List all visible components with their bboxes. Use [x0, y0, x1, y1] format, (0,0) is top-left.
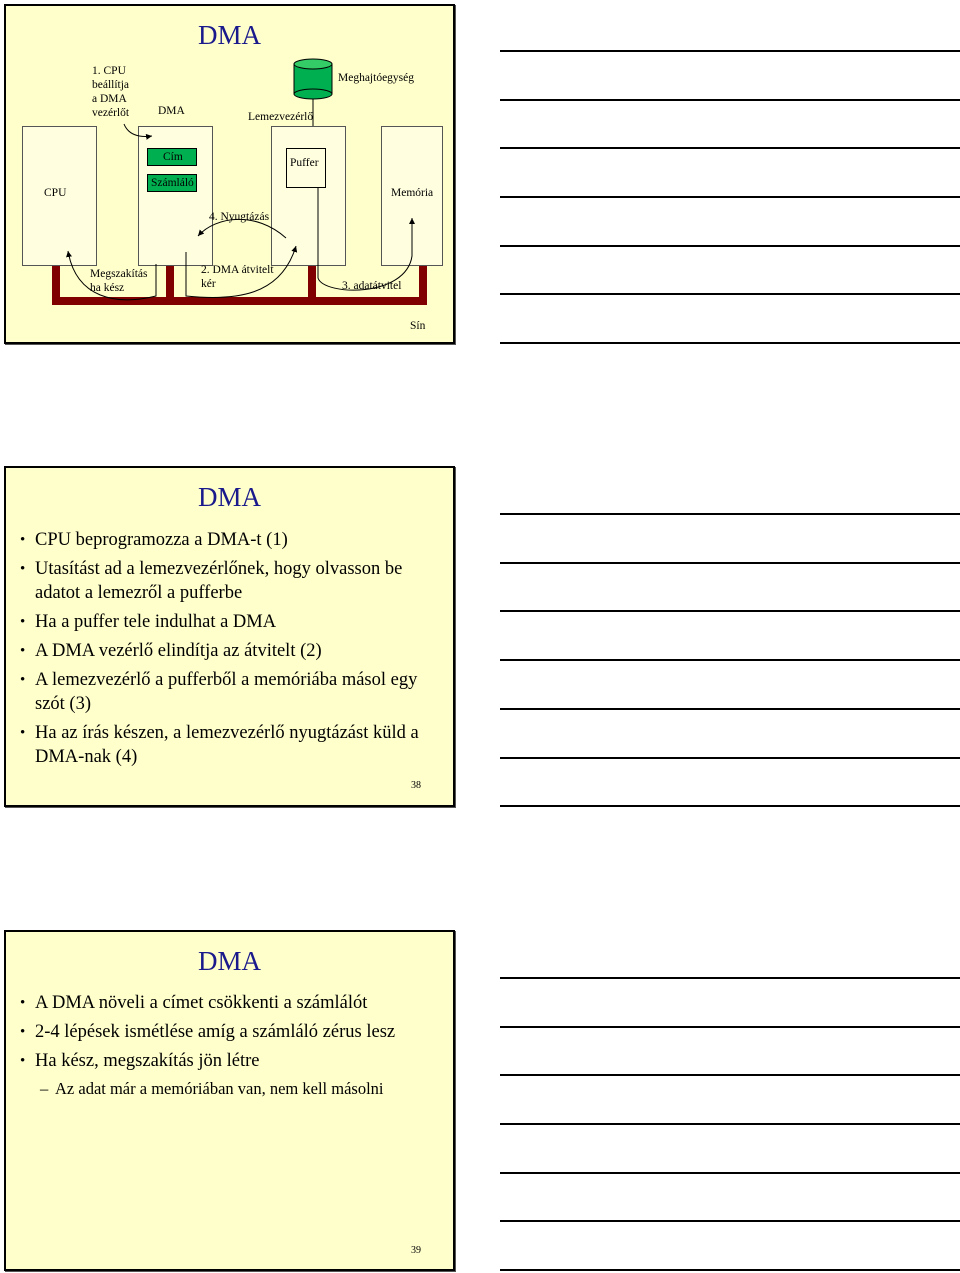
label-memoria: Memória [391, 187, 434, 199]
slide-title: DMA [197, 946, 261, 976]
label-cim: Cím [163, 151, 183, 163]
label-sin: Sín [410, 320, 426, 332]
slide-1 [4, 4, 455, 344]
label-step1: 1. CPU beállítja a DMA vezérlőt [92, 65, 130, 119]
label-lemezvezerlo: Lemezvezérlő [248, 111, 314, 123]
page-number: 39 [411, 1245, 421, 1256]
list-item: • Ha kész, megszakítás jön létre [20, 1049, 443, 1073]
list-item: • Ha az írás készen, a lemezvezérlő nyugtázást küld a DMA-nak (4) [20, 721, 443, 769]
page-number: 38 [411, 780, 421, 791]
list-item: • CPU beprogramozza a DMA-t (1) [20, 528, 443, 552]
slide-title: DMA [197, 20, 261, 50]
list-item: • Utasítást ad a lemezvezérlőnek, hogy olvasson be adatot a lemezről a pufferbe [20, 557, 443, 605]
label-atvitel: 2. DMA átvitelt kér [201, 264, 274, 290]
arrow-step1 [124, 124, 152, 137]
label-szamlalo: Számláló [151, 177, 194, 189]
list-item: • 2-4 lépések ismétlése amíg a számláló zérus lesz [20, 1020, 443, 1044]
bullet-list [20, 991, 443, 1078]
slide-title: DMA [197, 482, 261, 512]
label-dma: DMA [158, 105, 185, 117]
label-adatatvitel: 3. adatátvitel [342, 280, 402, 292]
arrow-adatatvitel [318, 188, 412, 290]
list-item: • A lemezvezérlő a pufferből a memóriába másol egy szót (3) [20, 668, 443, 716]
list-item: • A DMA vezérlő elindítja az átvitelt (2) [20, 639, 443, 663]
label-puffer: Puffer [290, 157, 319, 169]
bullet-list [20, 528, 443, 774]
label-nyugtazas: 4. Nyugtázás [209, 211, 270, 223]
label-meghajto: Meghajtóegység [338, 72, 415, 84]
label-megszakitas: Megszakítás ha kész [90, 268, 148, 294]
slide-3 [4, 930, 455, 1271]
label-cpu: CPU [44, 187, 67, 199]
slide-2 [4, 466, 455, 807]
list-item: • Ha a puffer tele indulhat a DMA [20, 610, 443, 634]
sub-item: – Az adat már a memóriában van, nem kell másolni [20, 1078, 384, 1100]
list-item: • A DMA növeli a címet csökkenti a számlálót [20, 991, 443, 1015]
